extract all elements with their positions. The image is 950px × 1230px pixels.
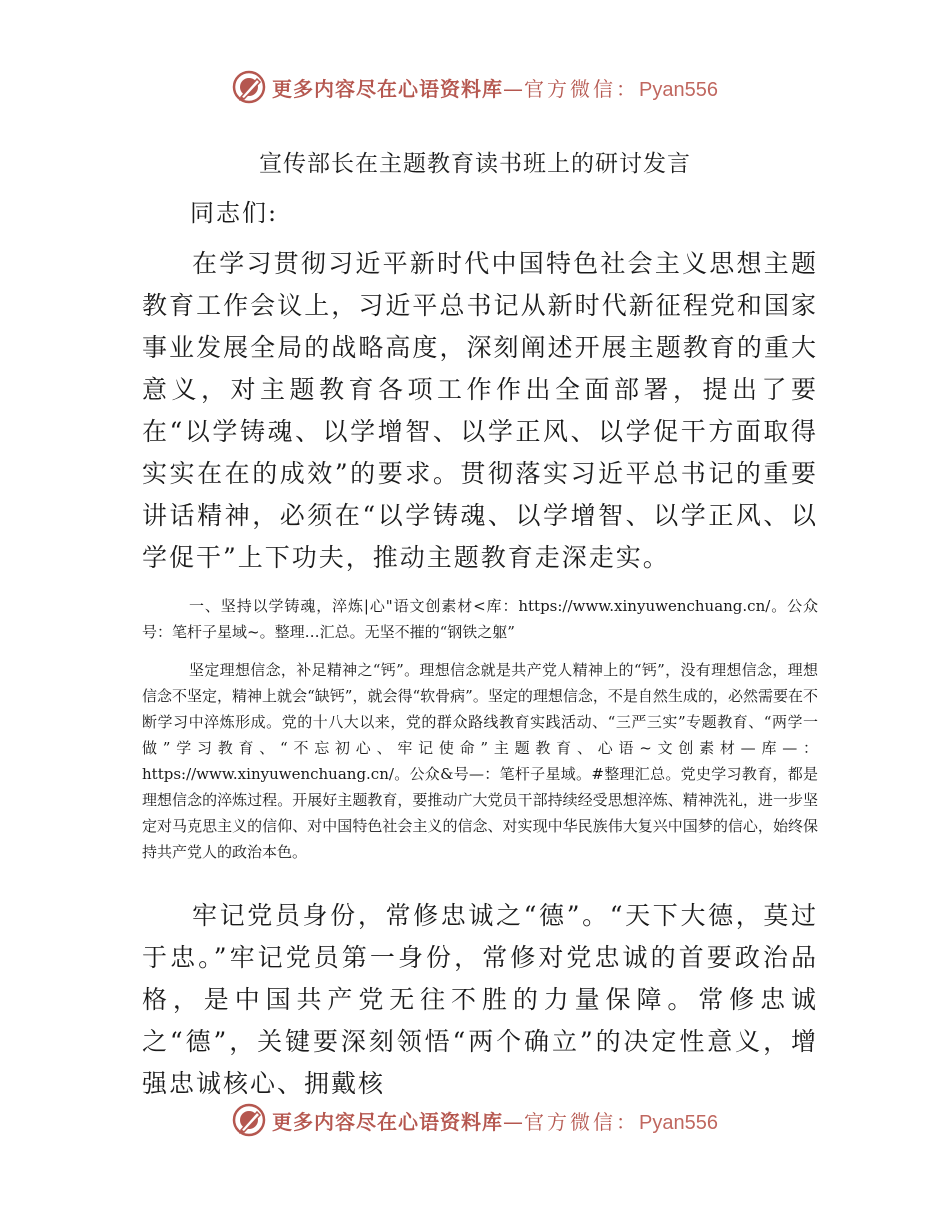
pen-logo-icon bbox=[232, 70, 266, 104]
greeting: 同志们: bbox=[190, 199, 279, 227]
section-heading-1: 一、坚持以学铸魂，淬炼|心"语文创素材<库：https://www.xinyuwenchuang.cn/。公众号：笔杆子星域~。整理…汇总。无坚不摧的“钢铁之躯” bbox=[142, 597, 818, 641]
watermark-wechat-id: Pyan556 bbox=[639, 1111, 718, 1134]
header-watermark bbox=[0, 70, 950, 104]
watermark-wechat-label: 官方微信： bbox=[524, 1109, 640, 1134]
page-title: 宣传部长在主题教育读书班上的研讨发言 bbox=[259, 151, 691, 177]
watermark-dash: — bbox=[503, 76, 525, 101]
pen-logo-icon bbox=[232, 1103, 266, 1137]
footer-watermark bbox=[0, 1103, 950, 1137]
watermark-wechat-id: Pyan556 bbox=[639, 78, 718, 101]
watermark-main-text: 更多内容尽在心语资料库 bbox=[272, 76, 504, 101]
paragraph-ideals: 坚定理想信念，补足精神之“钙”。理想信念就是共产党人精神上的“钙”，没有理想信念，理想信念不坚定，精神上就会“缺钙”，就会得“软骨病”。坚定的理想信念，不是自然生成的，必然需要在不断学习中淬炼形成。党的十八大以来，党的群众路线教育实践活动、“三严三实”专题教育、“两学一做”学习教育、“不忘初心、牢记使命”主题教育、心语~文创素材—库—：https://www.xinyuwenchuang.cn/。公众&号—：笔杆子星域。#整理汇总。党史学习教育，都是理想信念的淬炼过程。开展好主题教育，要推动广大党员干部持续经受思想淬炼、精神洗礼，进一步坚定对马克思主义的信仰、对中国特色社会主义的信念、对实现中华民族伟大复兴中国梦的信心，始终保持共产党人的政治本色。 bbox=[142, 661, 818, 861]
paragraph-loyalty: 牢记党员身份，常修忠诚之“德”。“天下大德，莫过于忠。”牢记党员第一身份，常修对党忠诚的首要政治品格，是中国共产党无往不胜的力量保障。常修忠诚之“德”，关键要深刻领悟“两个确立”的决定性意义，增强忠诚核心、拥戴核 bbox=[142, 901, 818, 1098]
paragraph-intro: 在学习贯彻习近平新时代中国特色社会主义思想主题教育工作会议上，习近平总书记从新时代新征程党和国家事业发展全局的战略高度，深刻阐述开展主题教育的重大意义，对主题教育各项工作作出全面部署，提出了要在“以学铸魂、以学增智、以学正风、以学促干方面取得实实在在的成效”的要求。贯彻落实习近平总书记的重要讲话精神，必须在“以学铸魂、以学增智、以学正风、以学促干”上下功夫，推动主题教育走深走实。 bbox=[142, 249, 818, 572]
watermark-wechat-label: 官方微信： bbox=[524, 76, 640, 101]
watermark-dash: — bbox=[503, 1109, 525, 1134]
watermark-main-text: 更多内容尽在心语资料库 bbox=[272, 1109, 504, 1134]
